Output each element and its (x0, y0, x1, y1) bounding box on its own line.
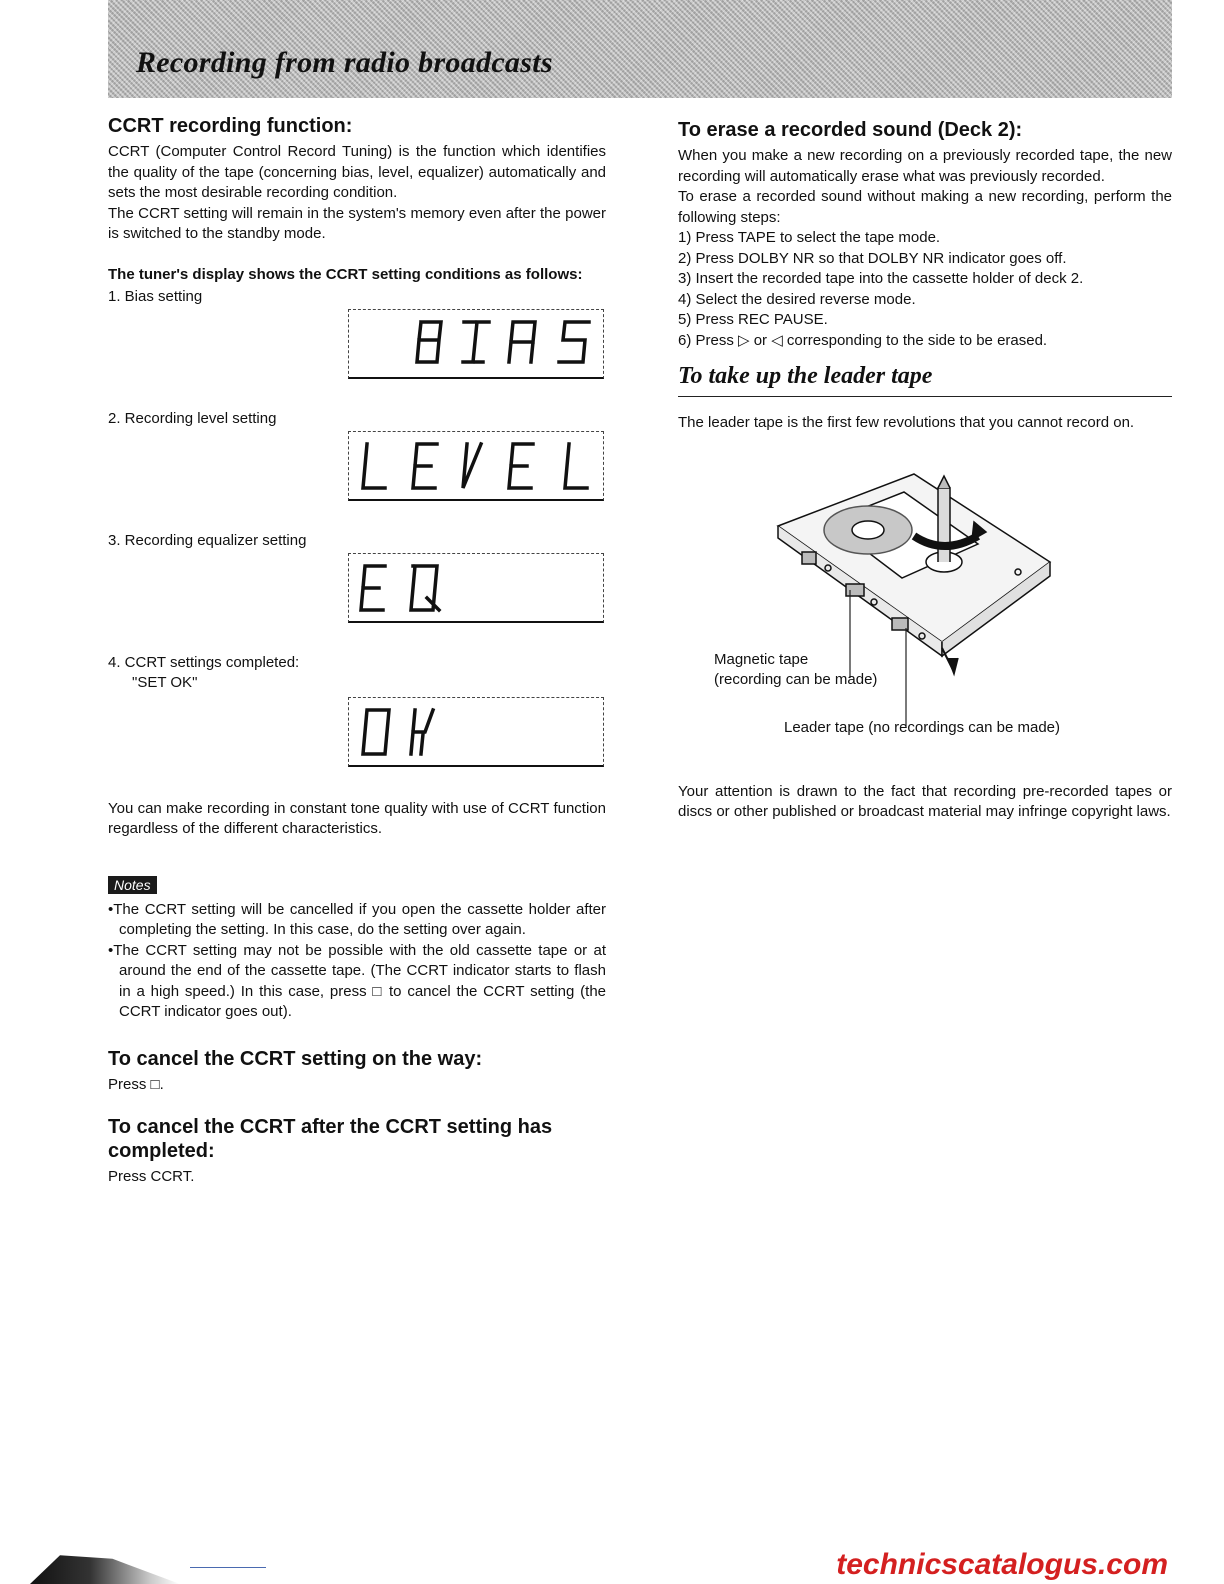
cancel-done-heading: To cancel the CCRT after the CCRT setting has completed: (108, 1116, 553, 1162)
page-corner-mark (30, 1548, 180, 1584)
leader-tape-label: Leader tape (no recordings can be made) (784, 718, 1061, 736)
display-item-bias (108, 287, 606, 409)
cassette-illustration (678, 452, 1172, 772)
magnetic-tape-label: Magnetic tape (714, 650, 809, 668)
lcd-segments (349, 698, 605, 768)
leader-tape-title: To take up the leader tape (678, 363, 1172, 397)
left-column (108, 114, 606, 1188)
display-list (108, 287, 606, 775)
cancel-way-heading: To cancel the CCRT setting on the way: (108, 1047, 483, 1070)
display-label-set-ok: "SET OK" (132, 673, 198, 691)
display-label: 1. Bias setting (108, 287, 203, 305)
note-item: •The CCRT setting will be cancelled if you open the cassette holder after completing the setting. In this case, do the setting over again. (108, 900, 606, 938)
display-label: 2. Recording level setting (108, 409, 277, 427)
lcd-display-bias (348, 309, 604, 379)
constant-tone-text: You can make recording in constant tone quality with use of CCRT function regardless of the different characteristics. (108, 799, 606, 837)
lcd-segments (349, 554, 605, 624)
erase-heading: To erase a recorded sound (Deck 2): (678, 119, 1023, 141)
erase-steps (678, 228, 1172, 351)
note-item: •The CCRT setting may not be possible with the old cassette tape or at around the end of the cassette tape. (The CCRT indicator starts to flash in a high speed.) In this case, press □ to cancel the CCRT setting (the CCRT indicator goes out). (108, 941, 606, 1020)
divider (190, 1567, 266, 1568)
display-item-ok (108, 653, 606, 775)
lcd-display-eq (348, 553, 604, 623)
display-label: 3. Recording equalizer setting (108, 531, 307, 549)
notes-section (108, 876, 606, 1023)
page-title: Recording from radio broadcasts (136, 46, 553, 79)
ccrt-paragraph-2: The CCRT setting will remain in the system's memory even after the power is switched to the standby mode. (108, 204, 606, 242)
leader-tape-text: The leader tape is the first few revolutions that you cannot record on. (678, 414, 1135, 431)
step-item: 3) Insert the recorded tape into the cassette holder of deck 2. (678, 270, 1084, 287)
step-item: 6) Press ▷ or ◁ corresponding to the side to be erased. (678, 331, 1048, 349)
lcd-display-ok (348, 697, 604, 767)
magnetic-tape-sublabel: (recording can be made) (714, 670, 878, 688)
lcd-display-level (348, 431, 604, 501)
notes-list (108, 900, 606, 1023)
ccrt-heading: CCRT recording function: (108, 115, 353, 137)
erase-paragraph-1: When you make a new recording on a previously recorded tape, the new recording will automatically erase what was previously recorded. (678, 147, 1172, 185)
header-banner (108, 0, 1172, 98)
display-intro: The tuner's display shows the CCRT setting conditions as follows: (108, 265, 583, 283)
display-label: 4. CCRT settings completed: (108, 653, 300, 671)
step-item: 1) Press TAPE to select the tape mode. (678, 229, 941, 246)
erase-paragraph-2: To erase a recorded sound without making a new recording, perform the following steps: (678, 188, 1172, 226)
lcd-segments (349, 310, 605, 380)
lcd-segments (349, 432, 605, 502)
display-item-eq (108, 531, 606, 653)
step-item: 4) Select the desired reverse mode. (678, 290, 916, 308)
cancel-way-text: Press □. (108, 1075, 164, 1093)
copyright-attention: Your attention is drawn to the fact that recording pre-recorded tapes or discs or other published or broadcast material may infringe copyright laws. (678, 782, 1172, 820)
step-item: 5) Press REC PAUSE. (678, 311, 828, 328)
website-link[interactable]: technicscatalogus.com (836, 1548, 1168, 1581)
display-item-level (108, 409, 606, 531)
step-item: 2) Press DOLBY NR so that DOLBY NR indicator goes off. (678, 249, 1067, 267)
right-column (678, 118, 1172, 823)
ccrt-paragraph-1: CCRT (Computer Control Record Tuning) is the function which identifies the quality of the tape (concerning bias, level, equalizer) automatically and sets the most desirable recording condition. (108, 143, 606, 201)
notes-badge: Notes (108, 876, 157, 894)
cancel-done-text: Press CCRT. (108, 1168, 195, 1185)
